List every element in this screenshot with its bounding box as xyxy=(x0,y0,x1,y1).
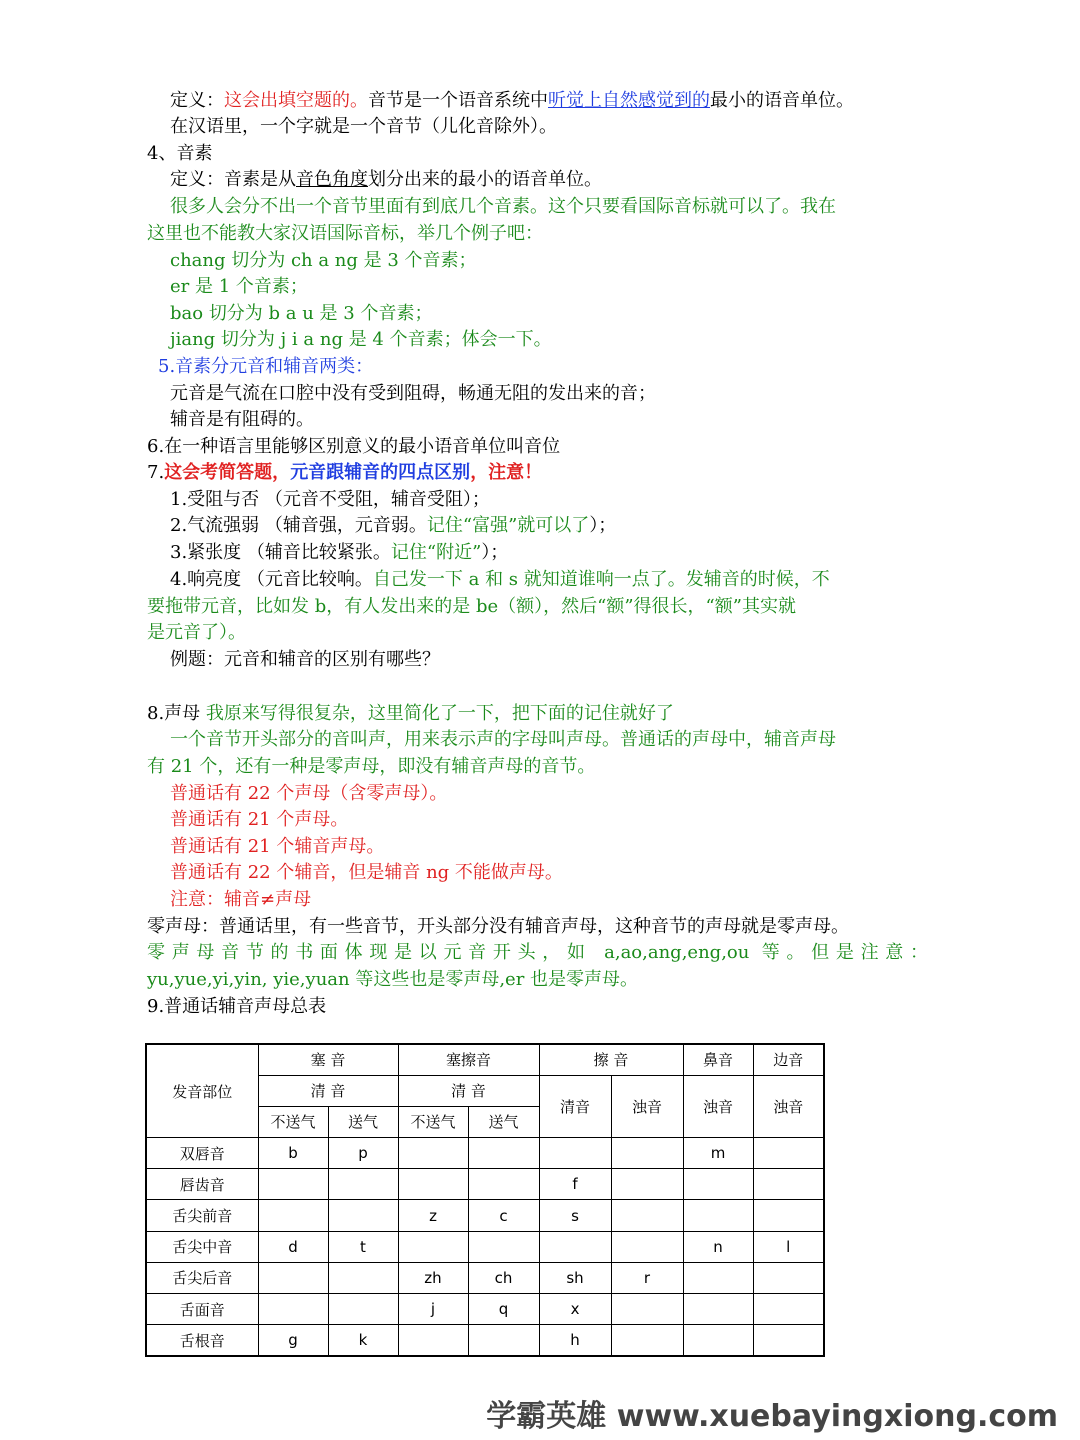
difference-item: 1.受阻与否 （元音不受阻，辅音受阻）； xyxy=(170,489,490,510)
initial-cell xyxy=(398,1138,468,1169)
initial-cell xyxy=(753,1200,824,1231)
text-line: 辅音是有阻碍的。 xyxy=(170,409,314,430)
initial-cell xyxy=(611,1169,683,1200)
initial-cell xyxy=(683,1169,753,1200)
zero-initial-definition: 零声母：普通话里，有一些音节，开头部分没有辅音声母，这种音节的声母就是零声母。 xyxy=(147,916,849,937)
subgroup-header: 清 音 xyxy=(258,1075,398,1106)
initial-cell: n xyxy=(683,1231,753,1262)
footer-watermark: 学霸英雄 www.xuebayingxiong.com xyxy=(486,1399,1058,1434)
phoneme-definition: 定义：音素是从音色角度划分出来的最小的语音单位。 xyxy=(170,169,602,190)
initial-cell: k xyxy=(328,1325,398,1356)
place-of-articulation: 舌根音 xyxy=(146,1325,258,1356)
key-fact-line: 普通话有 21 个声母。 xyxy=(170,809,349,830)
group-header: 擦 音 xyxy=(539,1044,683,1075)
initial-cell xyxy=(468,1325,539,1356)
initial-cell xyxy=(683,1262,753,1293)
initial-cell xyxy=(539,1231,611,1262)
place-of-articulation: 唇齿音 xyxy=(146,1169,258,1200)
table-row xyxy=(146,1169,824,1200)
initial-cell xyxy=(398,1325,468,1356)
aspiration-header: 送气 xyxy=(468,1106,539,1137)
four-differences-heading: 7.这会考简答题，元音跟辅音的四点区别，注意！ xyxy=(147,462,543,483)
place-of-articulation: 舌面音 xyxy=(146,1294,258,1325)
initial-cell: t xyxy=(328,1231,398,1262)
initial-cell: g xyxy=(258,1325,328,1356)
key-fact-line: 注意：辅音≠声母 xyxy=(170,889,312,910)
initial-cell: x xyxy=(539,1294,611,1325)
initial-cell xyxy=(611,1200,683,1231)
subgroup-header: 浊音 xyxy=(611,1075,683,1137)
table-corner-header: 发音部位 xyxy=(146,1044,258,1138)
initials-heading: 8.声母 我原来写得很复杂，这里简化了一下，把下面的记住就好了 xyxy=(147,703,674,724)
difference-item: 4.响亮度 （元音比较响。自己发一下 a 和 s 就知道谁响一点了。发辅音的时候，不 xyxy=(170,569,830,590)
group-header: 塞 音 xyxy=(258,1044,398,1075)
example-question: 例题：元音和辅音的区别有哪些？ xyxy=(170,649,440,670)
subgroup-header: 清音 xyxy=(539,1075,611,1137)
initial-cell xyxy=(398,1231,468,1262)
place-of-articulation: 舌尖前音 xyxy=(146,1200,258,1231)
auditory-perception-link[interactable]: 听觉上自然感觉到的 xyxy=(548,90,710,111)
initial-cell xyxy=(683,1200,753,1231)
initial-cell xyxy=(611,1231,683,1262)
group-header: 塞擦音 xyxy=(398,1044,539,1075)
table-row xyxy=(146,1231,824,1262)
initial-cell: j xyxy=(398,1294,468,1325)
note-line: 要拖带元音，比如发 b，有人发出来的是 be（额），然后“额”得很长，“额”其实就 xyxy=(147,596,796,617)
initial-cell: f xyxy=(539,1169,611,1200)
syllable-definition: 定义：这会出填空题的。音节是一个语音系统中听觉上自然感觉到的最小的语音单位。 xyxy=(170,90,854,111)
initial-cell: ch xyxy=(468,1262,539,1293)
key-fact-line: 普通话有 22 个辅音，但是辅音 ng 不能做声母。 xyxy=(170,862,563,883)
aspiration-header: 不送气 xyxy=(258,1106,328,1137)
group-header: 边音 xyxy=(753,1044,824,1075)
initial-cell xyxy=(611,1325,683,1356)
initial-cell xyxy=(328,1294,398,1325)
aspiration-header: 不送气 xyxy=(398,1106,468,1137)
initial-cell: m xyxy=(683,1138,753,1169)
initial-cell xyxy=(258,1262,328,1293)
initial-cell: sh xyxy=(539,1262,611,1293)
note-line: 很多人会分不出一个音节里面有到底几个音素。这个只要看国际音标就可以了。我在 xyxy=(170,196,836,217)
table-row xyxy=(146,1325,824,1356)
place-of-articulation: 舌尖中音 xyxy=(146,1231,258,1262)
initial-cell: z xyxy=(398,1200,468,1231)
initial-cell xyxy=(753,1325,824,1356)
table-row xyxy=(146,1294,824,1325)
initial-cell: c xyxy=(468,1200,539,1231)
initial-cell xyxy=(753,1169,824,1200)
initial-cell xyxy=(683,1325,753,1356)
initial-cell xyxy=(328,1200,398,1231)
initial-cell xyxy=(328,1262,398,1293)
table-caption: 9.普通话辅音声母总表 xyxy=(147,996,327,1017)
example-line: bao 切分为 b a u 是 3 个音素； xyxy=(170,303,433,324)
initial-cell xyxy=(468,1138,539,1169)
note-line: 有 21 个，还有一种是零声母，即没有辅音声母的音节。 xyxy=(147,756,596,777)
example-line: chang 切分为 ch a ng 是 3 个音素； xyxy=(170,250,477,271)
phoneme-unit-line: 6.在一种语言里能够区别意义的最小语音单位叫音位 xyxy=(147,436,561,457)
table-row xyxy=(146,1200,824,1231)
subgroup-header: 清 音 xyxy=(398,1075,539,1106)
initial-cell xyxy=(468,1169,539,1200)
initial-cell xyxy=(468,1231,539,1262)
initial-cell xyxy=(611,1294,683,1325)
note-line: 这里也不能教大家汉语国际音标，举几个例子吧： xyxy=(147,223,543,244)
section-heading-phoneme: 4、音素 xyxy=(147,143,213,164)
initial-cell: d xyxy=(258,1231,328,1262)
initial-cell: p xyxy=(328,1138,398,1169)
example-line: jiang 切分为 j i a ng 是 4 个音素；体会一下。 xyxy=(170,329,552,350)
subgroup-header: 浊音 xyxy=(683,1075,753,1137)
aspiration-header: 送气 xyxy=(328,1106,398,1137)
initial-cell: zh xyxy=(398,1262,468,1293)
place-of-articulation: 舌尖后音 xyxy=(146,1262,258,1293)
initial-cell: b xyxy=(258,1138,328,1169)
initial-cell xyxy=(328,1169,398,1200)
initial-cell xyxy=(611,1138,683,1169)
difference-item: 2.气流强弱 （辅音强，元音弱。记住“富强”就可以了）； xyxy=(170,515,617,536)
initial-cell: l xyxy=(753,1231,824,1262)
key-fact-line: 普通话有 22 个声母（含零声母）。 xyxy=(170,783,448,804)
initial-cell: r xyxy=(611,1262,683,1293)
initial-cell: h xyxy=(539,1325,611,1356)
place-of-articulation: 双唇音 xyxy=(146,1138,258,1169)
initial-cell xyxy=(539,1138,611,1169)
initial-cell xyxy=(258,1200,328,1231)
table-row xyxy=(146,1138,824,1169)
note-line: 是元音了）。 xyxy=(147,622,246,643)
text-line: 元音是气流在口腔中没有受到阻碍，畅通无阻的发出来的音； xyxy=(170,383,656,404)
table-row xyxy=(146,1262,824,1293)
key-fact-line: 普通话有 21 个辅音声母。 xyxy=(170,836,385,857)
initial-cell xyxy=(258,1294,328,1325)
initial-cell xyxy=(753,1138,824,1169)
zero-initial-note: yu,yue,yi,yin, yie,yuan 等这些也是零声母,er 也是零声母。 xyxy=(147,969,639,990)
group-header: 鼻音 xyxy=(683,1044,753,1075)
text-line: 在汉语里，一个字就是一个音节（儿化音除外）。 xyxy=(170,116,557,137)
initial-cell xyxy=(683,1294,753,1325)
note-line: 一个音节开头部分的音叫声，用来表示声的字母叫声母。普通话的声母中，辅音声母 xyxy=(170,729,836,750)
initial-cell: q xyxy=(468,1294,539,1325)
vowel-consonant-heading: 5.音素分元音和辅音两类： xyxy=(158,356,374,377)
zero-initial-note: 零声母音节的书面体现是以元音开头，如 a,ao,ang,eng,ou 等。但是注意： xyxy=(147,942,928,963)
example-line: er 是 1 个音素； xyxy=(170,276,308,297)
initial-cell xyxy=(258,1169,328,1200)
initials-table xyxy=(145,1043,825,1357)
subgroup-header: 浊音 xyxy=(753,1075,824,1137)
difference-item: 3.紧张度 （辅音比较紧张。记住“附近”）； xyxy=(170,542,509,563)
initial-cell: s xyxy=(539,1200,611,1231)
initial-cell xyxy=(753,1262,824,1293)
initial-cell xyxy=(753,1294,824,1325)
initial-cell xyxy=(398,1169,468,1200)
